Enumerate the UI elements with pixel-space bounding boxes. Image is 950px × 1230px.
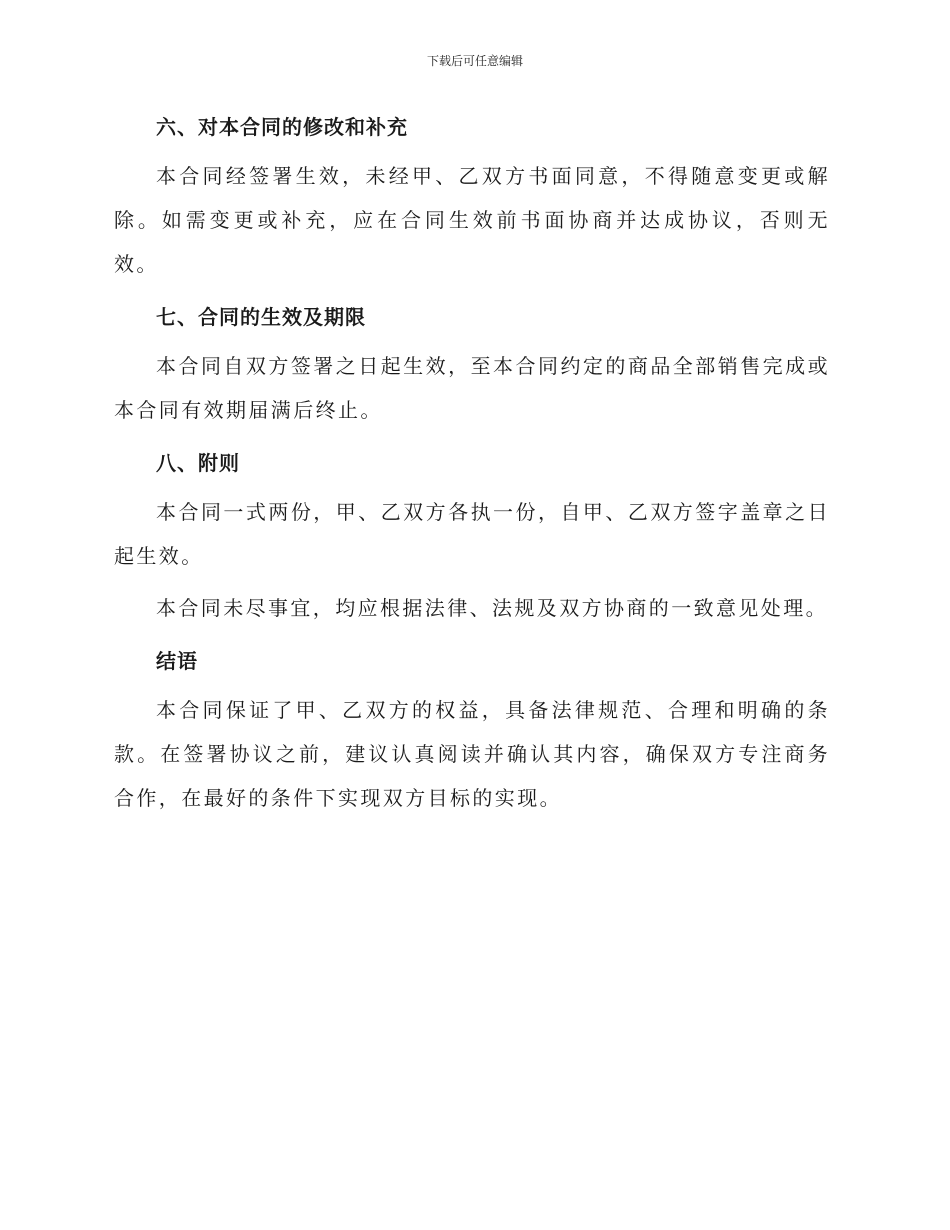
section-heading: 八、附则 bbox=[156, 451, 240, 475]
section-conclusion bbox=[114, 644, 830, 820]
document-body bbox=[114, 110, 830, 820]
section-heading: 六、对本合同的修改和补充 bbox=[156, 115, 408, 139]
section-modification bbox=[114, 110, 830, 300]
section-paragraph: 本合同保证了甲、乙双方的权益，具备法律规范、合理和明确的条款。在签署协议之前，建议认真阅读并确认其内容，确保双方专注商务合作，在最好的条件下实现双方目标的实现。 bbox=[114, 698, 830, 810]
page-header: 下载后可任意编辑 bbox=[426, 54, 523, 68]
section-paragraph: 本合同经签署生效，未经甲、乙双方书面同意，不得随意变更或解除。如需变更或补充，应在合同生效前书面协商并达成协议，否则无效。 bbox=[114, 164, 830, 276]
section-supplementary bbox=[114, 446, 830, 644]
section-paragraph: 本合同未尽事宜，均应根据法律、法规及双方协商的一致意见处理。 bbox=[156, 596, 828, 620]
section-heading: 七、合同的生效及期限 bbox=[156, 305, 366, 329]
section-effectiveness bbox=[114, 300, 830, 446]
section-paragraph: 本合同自双方签署之日起生效，至本合同约定的商品全部销售完成或本合同有效期届满后终止。 bbox=[114, 354, 830, 422]
section-paragraph: 本合同一式两份，甲、乙双方各执一份，自甲、乙双方签字盖章之日起生效。 bbox=[114, 500, 830, 568]
section-heading: 结语 bbox=[156, 649, 198, 673]
